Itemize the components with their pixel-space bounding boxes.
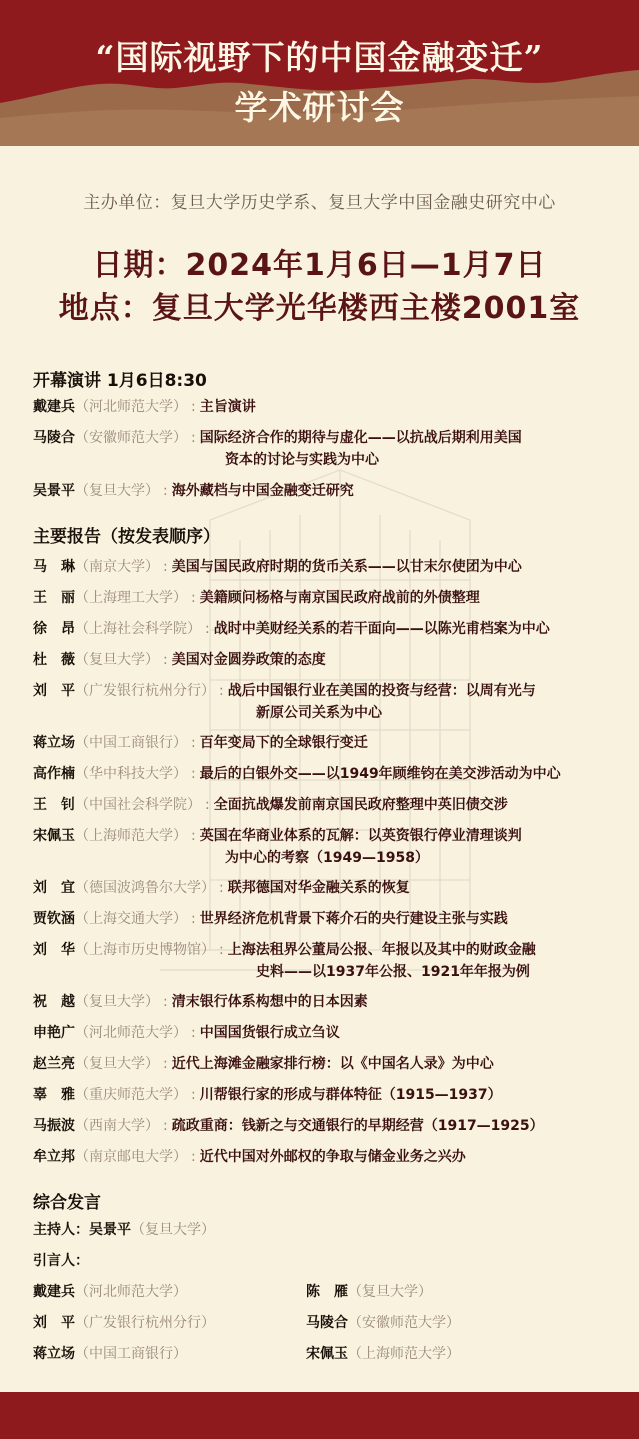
speaker-name: 王 丽 [33, 590, 75, 606]
speaker-name: 徐 昂 [33, 621, 75, 637]
organizer-text: 主办单位：复旦大学历史学系、复旦大学中国金融史研究中心 [83, 193, 556, 213]
header-banner [0, 0, 639, 146]
event-subtitle: 学术研讨会 [234, 88, 405, 127]
talk-topic: 近代中国对外邮权的争取与储金业务之兴办 [199, 1149, 466, 1165]
report-row: 祝 越（复旦大学） : 清末银行体系构想中的日本因素 [33, 994, 368, 1010]
speaker-name: 马振波 [33, 1118, 75, 1134]
talk-topic: 海外藏档与中国金融变迁研究 [171, 483, 354, 499]
discussant-label: 引言人： [33, 1253, 89, 1269]
footer-banner [0, 1392, 639, 1439]
report-row: 杜 薇（复旦大学） : 美国对金圆券政策的态度 [33, 652, 326, 668]
opening-row: 马陵合（安徽师范大学） : 国际经济合作的期待与虚化——以抗战后期利用美国 [33, 430, 522, 446]
speaker-affiliation: （西南大学） [75, 1118, 159, 1134]
report-row: 贾钦涵（上海交通大学） : 世界经济危机背景下蒋介石的央行建设主张与实践 [33, 911, 508, 927]
report-row: 辜 雅（重庆师范大学） : 川帮银行家的形成与群体特征（1915—1937） [33, 1087, 502, 1103]
talk-topic: 英国在华商业体系的瓦解：以英资银行停业清理谈判 [199, 828, 522, 844]
report-row: 申艳广（河北师范大学） : 中国国货银行成立刍议 [33, 1025, 340, 1041]
talk-topic-continued: 资本的讨论与实践为中心 [225, 452, 379, 468]
speaker-affiliation: （上海市历史博物馆） [75, 942, 215, 958]
discussant-affiliation: （安徽师范大学） [348, 1315, 460, 1331]
speaker-affiliation: （复旦大学） [75, 652, 159, 668]
speaker-affiliation: （河北师范大学） [75, 1025, 187, 1041]
talk-topic: 上海法租界公董局公报、年报以及其中的财政金融 [227, 942, 536, 958]
talk-topic: 美国与国民政府时期的货币关系——以甘末尔使团为中心 [171, 559, 522, 575]
talk-topic: 近代上海滩金融家排行榜：以《中国名人录》为中心 [171, 1056, 494, 1072]
talk-topic: 最后的白银外交——以1949年顾维钧在美交涉活动为中心 [199, 766, 561, 782]
speaker-affiliation: （复旦大学） [75, 483, 159, 499]
speaker-name: 吴景平 [33, 483, 75, 499]
speaker-name: 戴建兵 [33, 399, 75, 415]
report-row: 徐 昂（上海社会科学院） : 战时中美财经关系的若干面向——以陈光甫档案为中心 [33, 621, 550, 637]
report-row: 宋佩玉（上海师范大学） : 英国在华商业体系的瓦解：以英资银行停业清理谈判 [33, 828, 522, 844]
speaker-name: 马 琳 [33, 559, 75, 575]
speaker-name: 贾钦涵 [33, 911, 75, 927]
speaker-affiliation: （上海师范大学） [75, 828, 187, 844]
talk-topic-continued: 史料——以1937年公报、1921年年报为例 [256, 964, 530, 980]
discussant-name: 蒋立场 [33, 1346, 75, 1362]
report-row: 刘 平（广发银行杭州分行） : 战后中国银行业在美国的投资与经营：以周有光与 [33, 683, 536, 699]
section-opening-title: 开幕演讲 1月6日8:30 [33, 371, 207, 391]
speaker-affiliation: （华中科技大学） [75, 766, 187, 782]
speaker-affiliation: （中国工商银行） [75, 735, 187, 751]
discussant-name: 宋佩玉 [306, 1346, 348, 1362]
speaker-name: 辜 雅 [33, 1087, 75, 1103]
section-summary-title: 综合发言 [33, 1193, 101, 1213]
event-date: 日期：2024年1月6日—1月7日 [92, 248, 547, 283]
speaker-name: 祝 越 [33, 994, 75, 1010]
host-name: 吴景平 [89, 1222, 131, 1238]
event-title: “国际视野下的中国金融变迁” [95, 38, 544, 77]
speaker-affiliation: （上海社会科学院） [75, 621, 201, 637]
discussant-row [33, 1313, 215, 1333]
talk-topic: 川帮银行家的形成与群体特征（1915—1937） [199, 1087, 502, 1103]
talk-topic: 主旨演讲 [199, 399, 256, 415]
host-affiliation: （复旦大学） [131, 1222, 215, 1238]
discussant-name: 陈 雁 [306, 1284, 348, 1300]
speaker-name: 马陵合 [33, 430, 75, 446]
talk-topic: 战时中美财经关系的若干面向——以陈光甫档案为中心 [213, 621, 550, 637]
discussant-affiliation: （中国工商银行） [75, 1346, 187, 1362]
speaker-affiliation: （广发银行杭州分行） [75, 683, 215, 699]
report-row: 蒋立场（中国工商银行） : 百年变局下的全球银行变迁 [33, 735, 368, 751]
speaker-name: 蒋立场 [33, 735, 75, 751]
section-reports-title: 主要报告（按发表顺序） [33, 527, 220, 547]
talk-topic: 联邦德国对华金融关系的恢复 [227, 880, 410, 896]
speaker-name: 赵兰亮 [33, 1056, 75, 1072]
talk-topic: 世界经济危机背景下蒋介石的央行建设主张与实践 [199, 911, 508, 927]
speaker-name: 申艳广 [33, 1025, 75, 1041]
talk-topic-continued: 新原公司关系为中心 [256, 705, 382, 721]
report-row: 马 琳（南京大学） : 美国与国民政府时期的货币关系——以甘末尔使团为中心 [33, 559, 522, 575]
talk-topic: 疏政重商：钱新之与交通银行的早期经营（1917—1925） [171, 1118, 544, 1134]
report-row: 王 丽（上海理工大学） : 美籍顾问杨格与南京国民政府战前的外债整理 [33, 590, 480, 606]
speaker-affiliation: （复旦大学） [75, 1056, 159, 1072]
speaker-affiliation: （河北师范大学） [75, 399, 187, 415]
speaker-affiliation: （中国社会科学院） [75, 797, 201, 813]
talk-topic: 中国国货银行成立刍议 [199, 1025, 340, 1041]
opening-row: 戴建兵（河北师范大学） : 主旨演讲 [33, 399, 256, 415]
report-row: 马振波（西南大学） : 疏政重商：钱新之与交通银行的早期经营（1917—1925） [33, 1118, 544, 1134]
talk-topic: 国际经济合作的期待与虚化——以抗战后期利用美国 [199, 430, 522, 446]
host-row [33, 1220, 215, 1240]
talk-topic: 百年变局下的全球银行变迁 [199, 735, 368, 751]
speaker-name: 王 钊 [33, 797, 75, 813]
speaker-name: 杜 薇 [33, 652, 75, 668]
discussant-name: 马陵合 [306, 1315, 348, 1331]
discussant-affiliation: （河北师范大学） [75, 1284, 187, 1300]
speaker-affiliation: （南京大学） [75, 559, 159, 575]
report-row: 赵兰亮（复旦大学） : 近代上海滩金融家排行榜：以《中国名人录》为中心 [33, 1056, 494, 1072]
discussant-affiliation: （广发银行杭州分行） [75, 1315, 215, 1331]
talk-topic: 全面抗战爆发前南京国民政府整理中英旧债交涉 [213, 797, 508, 813]
report-row: 高作楠（华中科技大学） : 最后的白银外交——以1949年顾维钧在美交涉活动为中心 [33, 766, 561, 782]
speaker-affiliation: （复旦大学） [75, 994, 159, 1010]
speaker-name: 刘 华 [33, 942, 75, 958]
discussant-row [306, 1313, 460, 1333]
discussant-row [33, 1344, 187, 1364]
speaker-name: 高作楠 [33, 766, 75, 782]
speaker-affiliation: （安徽师范大学） [75, 430, 187, 446]
report-row: 牟立邦（南京邮电大学） : 近代中国对外邮权的争取与储金业务之兴办 [33, 1149, 466, 1165]
speaker-name: 宋佩玉 [33, 828, 75, 844]
discussant-label-row [33, 1251, 89, 1271]
talk-topic-continued: 为中心的考察（1949—1958） [225, 850, 429, 866]
talk-topic: 清末银行体系构想中的日本因素 [171, 994, 368, 1010]
event-venue: 地点：复旦大学光华楼西主楼2001室 [58, 291, 581, 326]
speaker-affiliation: （上海交通大学） [75, 911, 187, 927]
speaker-affiliation: （重庆师范大学） [75, 1087, 187, 1103]
speaker-name: 刘 宜 [33, 880, 75, 896]
discussant-affiliation: （复旦大学） [348, 1284, 432, 1300]
speaker-affiliation: （上海理工大学） [75, 590, 187, 606]
opening-row: 吴景平（复旦大学） : 海外藏档与中国金融变迁研究 [33, 483, 354, 499]
discussant-affiliation: （上海师范大学） [348, 1346, 460, 1362]
report-row: 刘 宜（德国波鸿鲁尔大学） : 联邦德国对华金融关系的恢复 [33, 880, 410, 896]
discussant-row [306, 1344, 460, 1364]
speaker-affiliation: （南京邮电大学） [75, 1149, 187, 1165]
report-row: 刘 华（上海市历史博物馆） : 上海法租界公董局公报、年报以及其中的财政金融 [33, 942, 536, 958]
speaker-name: 牟立邦 [33, 1149, 75, 1165]
speaker-name: 刘 平 [33, 683, 75, 699]
talk-topic: 美国对金圆券政策的态度 [171, 652, 326, 668]
host-label: 主持人： [33, 1222, 89, 1238]
discussant-row [306, 1282, 432, 1302]
talk-topic: 美籍顾问杨格与南京国民政府战前的外债整理 [199, 590, 480, 606]
report-row: 王 钊（中国社会科学院） : 全面抗战爆发前南京国民政府整理中英旧债交涉 [33, 797, 508, 813]
discussant-row [33, 1282, 187, 1302]
speaker-affiliation: （德国波鸿鲁尔大学） [75, 880, 215, 896]
discussant-name: 戴建兵 [33, 1284, 75, 1300]
discussant-name: 刘 平 [33, 1315, 75, 1331]
talk-topic: 战后中国银行业在美国的投资与经营：以周有光与 [227, 683, 536, 699]
